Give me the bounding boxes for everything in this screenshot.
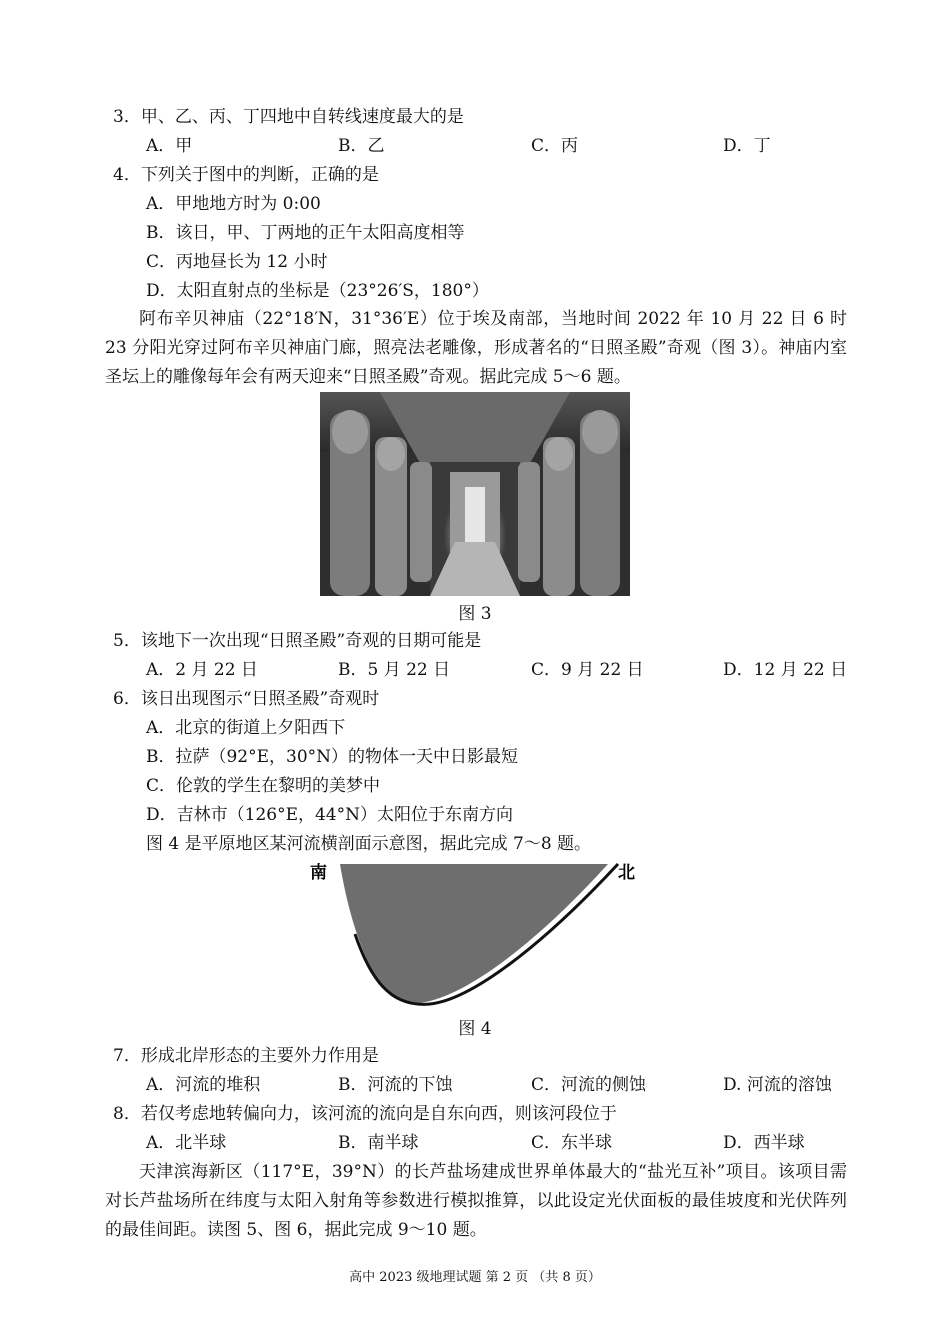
q4-option-c: C．丙地昼长为 12 小时	[146, 252, 328, 272]
q6-stem: 6．该日出现图示“日照圣殿”奇观时	[113, 689, 380, 709]
q4-option-a: A．甲地地方时为 0:00	[146, 194, 321, 214]
passage-figure4-intro: 图 4 是平原地区某河流横剖面示意图，据此完成 7～8 题。	[146, 834, 592, 854]
q4-option-d: D．太阳直射点的坐标是（23°26′S，180°）	[146, 281, 489, 301]
q3-option-b: B．乙	[338, 136, 385, 156]
temple-interior-illustration	[320, 392, 630, 596]
q7-option-b: B．河流的下蚀	[338, 1075, 453, 1095]
q5-option-a: A．2 月 22 日	[146, 660, 258, 680]
q5-option-d: D．12 月 22 日	[723, 660, 848, 680]
q6-option-c: C．伦敦的学生在黎明的美梦中	[146, 776, 381, 796]
q6-option-d: D．吉林市（126°E，44°N）太阳位于东南方向	[146, 805, 513, 825]
label-north: 北	[618, 863, 635, 883]
page-footer: 高中 2023 级地理试题 第 2 页 （共 8 页）	[349, 1270, 601, 1285]
q7-option-a: A．河流的堆积	[146, 1075, 261, 1095]
q8-option-d: D．西半球	[723, 1133, 805, 1153]
q7-stem: 7．形成北岸形态的主要外力作用是	[113, 1046, 379, 1066]
q5-option-c: C．9 月 22 日	[531, 660, 644, 680]
q6-option-a: A．北京的街道上夕阳西下	[146, 718, 346, 738]
q8-option-b: B．南半球	[338, 1133, 419, 1153]
q5-option-b: B．5 月 22 日	[338, 660, 451, 680]
q8-stem: 8．若仅考虑地转偏向力，该河流的流向是自东向西，则该河段位于	[113, 1104, 617, 1124]
passage-salt-solar: 天津滨海新区（117°E，39°N）的长芦盐场建成世界单体最大的“盐光互补”项目。该项目需对长芦盐场所在纬度与太阳入射角等参数进行模拟推算，以此设定光伏面板的最佳坡度和光伏阵列的最佳间距。读图 5、图 6，据此完成 9～10 题。	[105, 1162, 847, 1240]
q7-option-c: C．河流的侧蚀	[531, 1075, 647, 1095]
q3-stem: 3．甲、乙、丙、丁四地中自转线速度最大的是	[113, 107, 464, 127]
q8-option-a: A．北半球	[146, 1133, 227, 1153]
q3-option-c: C．丙	[531, 136, 579, 156]
q7-option-d: D. 河流的溶蚀	[723, 1075, 832, 1095]
q5-stem: 5．该地下一次出现“日照圣殿”奇观的日期可能是	[113, 631, 482, 651]
q4-stem: 4．下列关于图中的判断，正确的是	[113, 165, 379, 185]
q3-option-a: A．甲	[146, 136, 193, 156]
figure-4-caption: 图 4	[458, 1019, 492, 1039]
passage-abu-simbel: 阿布辛贝神庙（22°18′N，31°36′E）位于埃及南部，当地时间 2022 年 10 月 22 日 6 时 23 分阳光穿过阿布辛贝神庙门廊，照亮法老雕像，形成著名的“日照圣殿”奇观（图 3）。神庙内室圣坛上的雕像每年会有两天迎来“日照圣殿”奇观。据此完成 5～6 题。	[105, 309, 847, 387]
q4-option-b: B．该日，甲、丁两地的正午太阳高度相等	[146, 223, 465, 243]
q3-option-d: D．丁	[723, 136, 771, 156]
figure-4-river-cross-section	[300, 858, 650, 1018]
q6-option-b: B．拉萨（92°E，30°N）的物体一天中日影最短	[146, 747, 519, 767]
label-south: 南	[310, 863, 327, 883]
figure-3-temple-photo	[320, 392, 630, 596]
figure-3-caption: 图 3	[458, 604, 492, 624]
q8-option-c: C．东半球	[531, 1133, 613, 1153]
